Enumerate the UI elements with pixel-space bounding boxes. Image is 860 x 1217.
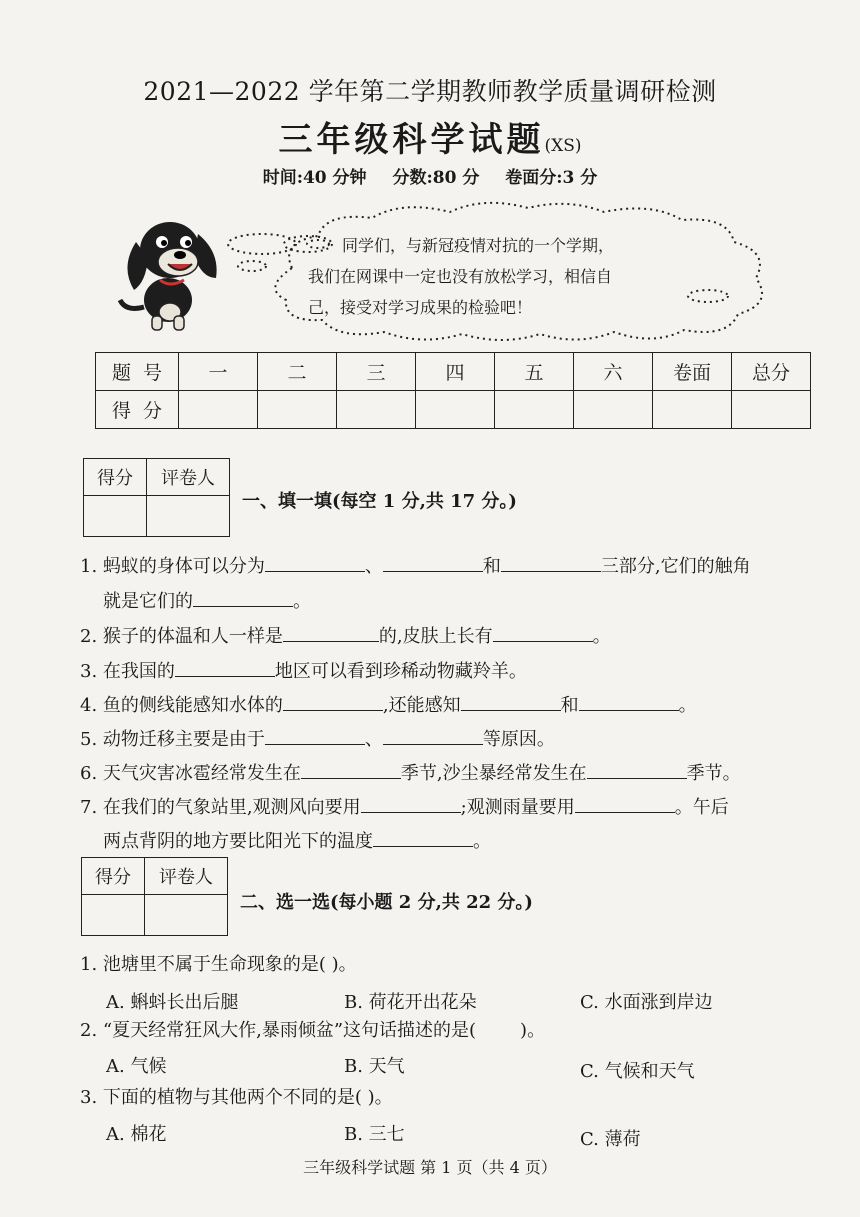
score-cell[interactable] [258, 391, 337, 429]
grader-name-label: 评卷人 [147, 459, 230, 496]
score-cell[interactable] [653, 391, 732, 429]
q2-text: 。 [592, 626, 611, 647]
fill-question-4 [80, 692, 697, 717]
q1-text: 和 [482, 556, 501, 577]
score-cell[interactable] [732, 391, 811, 429]
exam-score: 分数:80 分 [392, 168, 480, 188]
grader-name-label: 评卷人 [145, 858, 228, 895]
score-table [95, 352, 811, 429]
exam-info-line [0, 163, 860, 188]
subject-code: (XS) [544, 136, 582, 156]
fill-question-2 [80, 623, 611, 648]
score-cell[interactable] [574, 391, 653, 429]
score-table-score-label: 得分 [96, 391, 179, 429]
exam-subject-title [0, 112, 860, 161]
answer-blank[interactable] [383, 726, 483, 745]
answer-blank[interactable] [361, 794, 461, 813]
q4-text: 和 [560, 695, 579, 716]
choice-question-1: 1. 池塘里不属于生命现象的是( )。 [80, 954, 357, 975]
answer-blank[interactable] [283, 623, 379, 642]
greeting-text [308, 230, 708, 323]
answer-blank[interactable] [265, 553, 365, 572]
choice-question-2 [80, 1020, 545, 1042]
answer-blank[interactable] [493, 623, 593, 642]
answer-blank[interactable] [461, 692, 561, 711]
exam-neatness-score: 卷面分:3 分 [505, 168, 598, 188]
choice-option-b[interactable]: B. 天气 [344, 1056, 405, 1077]
grader-score-label: 得分 [82, 858, 145, 895]
score-table-score-row [96, 391, 811, 429]
q2-text: 的,皮肤上长有 [378, 626, 493, 647]
fill-question-1-cont [103, 588, 311, 613]
fill-question-7-cont [103, 828, 491, 853]
fill-question-3 [80, 658, 527, 683]
q3-text: 3. 在我国的 [80, 661, 175, 682]
answer-blank[interactable] [175, 658, 275, 677]
exam-time: 时间:40 分钟 [262, 168, 367, 188]
choice-option-a[interactable]: A. 气候 [106, 1056, 167, 1077]
section2-grader-box [81, 857, 228, 936]
q7-text: 。 [473, 831, 491, 852]
score-cell[interactable] [337, 391, 416, 429]
score-col-6: 六 [574, 353, 653, 391]
fill-question-7 [80, 794, 729, 819]
choice-option-b[interactable]: B. 荷花开出花朵 [344, 992, 477, 1013]
answer-blank[interactable] [575, 794, 675, 813]
q6-text: 季节,沙尘暴经常发生在 [400, 763, 587, 784]
page-footer: 三年级科学试题 第 1 页（共 4 页） [303, 1158, 557, 1177]
grader-score-cell[interactable] [84, 496, 147, 537]
grader-name-cell[interactable] [145, 895, 228, 936]
score-col-neatness: 卷面 [653, 353, 732, 391]
score-table-row-label: 题号 [96, 353, 179, 391]
q5-text: 等原因。 [482, 729, 555, 750]
exam-header-title: 2021—2022 学年第二学期教师教学质量调研检测 [143, 77, 717, 106]
score-col-3: 三 [337, 353, 416, 391]
choice-option-c[interactable]: C. 水面涨到岸边 [580, 992, 713, 1013]
q4-text: ,还能感知 [382, 695, 461, 716]
q6-text: 6. 天气灾害冰雹经常发生在 [80, 763, 301, 784]
grader-score-cell[interactable] [82, 895, 145, 936]
answer-blank[interactable] [579, 692, 679, 711]
grader-name-cell[interactable] [147, 496, 230, 537]
score-cell[interactable] [416, 391, 495, 429]
q1-text: 。 [293, 591, 311, 612]
q1-text: 、 [364, 556, 383, 577]
greeting-line-2: 我们在网课中一定也没有放松学习，相信自 [308, 267, 613, 286]
fill-question-6 [80, 760, 741, 785]
choice-option-a[interactable]: A. 蝌蚪长出后腿 [106, 992, 239, 1013]
choice-option-c[interactable]: C. 薄荷 [580, 1129, 641, 1150]
puppy-illustration [112, 212, 227, 332]
q1-text: 1. 蚂蚁的身体可以分为 [80, 556, 265, 577]
q7-text: 。午后 [674, 797, 729, 818]
score-table-header-row [96, 353, 811, 391]
choice-option-c[interactable]: C. 气候和天气 [580, 1061, 695, 1082]
answer-blank[interactable] [193, 588, 293, 607]
q3-text: 地区可以看到珍稀动物藏羚羊。 [274, 661, 527, 682]
score-cell[interactable] [179, 391, 258, 429]
greeting-line-1: 同学们，与新冠疫情对抗的一个学期， [342, 236, 615, 255]
score-cell[interactable] [495, 391, 574, 429]
q6-text: 季节。 [686, 763, 741, 784]
answer-blank[interactable] [301, 760, 401, 779]
score-col-total: 总分 [732, 353, 811, 391]
section2-title: 二、选一选(每小题 2 分,共 22 分。) [240, 892, 533, 913]
greeting-line-3: 己，接受对学习成果的检验吧！ [308, 298, 533, 317]
answer-blank[interactable] [587, 760, 687, 779]
q1-text: 三部分,它们的触角 [600, 556, 751, 577]
score-col-5: 五 [495, 353, 574, 391]
q7-text: 7. 在我们的气象站里,观测风向要用 [80, 797, 361, 818]
q4-text: 。 [678, 695, 697, 716]
answer-blank[interactable] [283, 692, 383, 711]
q4-text: 4. 鱼的侧线能感知水体的 [80, 695, 283, 716]
q7-text: ;观测雨量要用 [460, 797, 575, 818]
subject-title-text: 三年级科学试题 [278, 120, 545, 160]
fill-question-1 [80, 553, 751, 578]
q5-text: 5. 动物迁移主要是由于 [80, 729, 265, 750]
section1-grader-box [83, 458, 230, 537]
q2-text: 2. “夏天经常狂风大作,暴雨倾盆”这句话描述的是( [80, 1020, 477, 1041]
q2-text: )。 [520, 1020, 546, 1041]
score-col-1: 一 [179, 353, 258, 391]
grader-score-label: 得分 [84, 459, 147, 496]
answer-blank[interactable] [501, 553, 601, 572]
answer-blank[interactable] [373, 828, 473, 847]
q1-text: 就是它们的 [103, 591, 193, 612]
score-col-4: 四 [416, 353, 495, 391]
answer-blank[interactable] [265, 726, 365, 745]
fill-question-5 [80, 726, 555, 751]
score-col-2: 二 [258, 353, 337, 391]
q7-text: 两点背阴的地方要比阳光下的温度 [103, 831, 373, 852]
q2-text: 2. 猴子的体温和人一样是 [80, 626, 283, 647]
choice-question-3: 3. 下面的植物与其他两个不同的是( )。 [80, 1087, 393, 1108]
section1-title: 一、填一填(每空 1 分,共 17 分。) [242, 491, 517, 512]
choice-option-a[interactable]: A. 棉花 [106, 1124, 167, 1145]
answer-blank[interactable] [383, 553, 483, 572]
choice-option-b[interactable]: B. 三七 [344, 1124, 405, 1145]
q5-text: 、 [364, 729, 383, 750]
